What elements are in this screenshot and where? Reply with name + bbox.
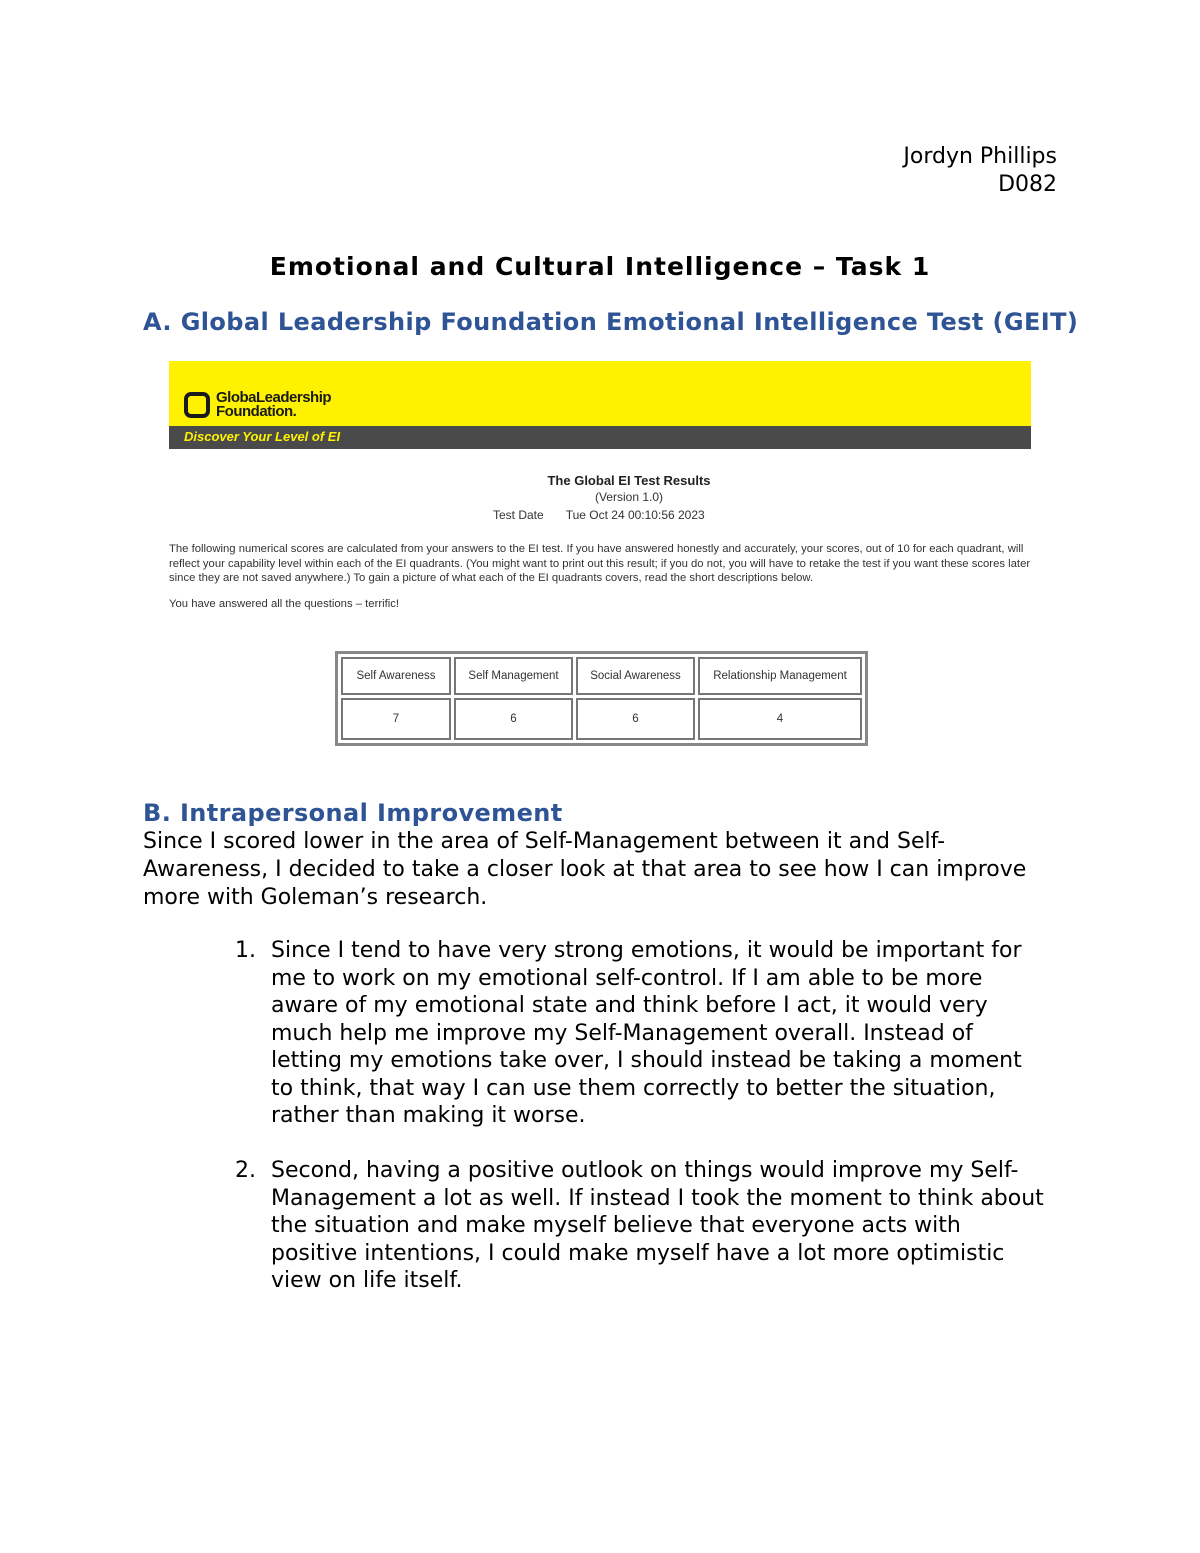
score-value-row: [341, 698, 862, 740]
score-value-cell: 7: [341, 698, 451, 740]
score-value-cell: 6: [576, 698, 695, 740]
geit-date-label: Test Date: [493, 508, 544, 522]
section-b-heading: B. Intrapersonal Improvement: [143, 799, 563, 827]
score-value-cell: 6: [454, 698, 573, 740]
geit-completion-note: You have answered all the questions – terrific!: [169, 598, 400, 610]
list-item: [235, 1157, 1046, 1295]
score-header-cell: Self Awareness: [341, 657, 451, 695]
glf-logo-text: GlobaLeadership Foundation.: [216, 389, 332, 420]
section-a-heading: A. Global Leadership Foundation Emotional Intelligence Test (GEIT): [143, 308, 1079, 336]
geit-date-value: Tue Oct 24 00:10:56 2023: [565, 508, 705, 522]
score-header-cell: Social Awareness: [576, 657, 695, 695]
score-header-row: [341, 657, 862, 695]
list-item: [235, 937, 1046, 1130]
geit-test-date: [493, 508, 727, 522]
geit-description: The following numerical scores are calculated from your answers to the EI test. If you have answered honestly and accurately, your scores, out of 10 for each quadrant, will reflect your capability level within each of the EI quadrants. (You might want to print out this result; if you do not, you will have to retake the test if you want these scores later since they are not saved anywhere.) To gain a picture of what each of the EI quadrants covers, read the short descriptions below.: [169, 543, 1031, 584]
score-value-cell: 4: [698, 698, 862, 740]
document-title: Emotional and Cultural Intelligence – Task 1: [269, 252, 931, 281]
geit-results-screenshot: [169, 361, 1031, 747]
geit-banner: [169, 361, 1031, 426]
list-item-number: 2.: [235, 1158, 256, 1183]
geit-score-table: [335, 651, 868, 746]
geit-results-title: The Global EI Test Results: [547, 473, 711, 488]
score-header-cell: Self Management: [454, 657, 573, 695]
list-item-text: Since I tend to have very strong emotions, it would be important for me to work on my emotional self-control. If I am able to be more aware of my emotional state and think before I act, it would very much help me improve my Self-Management overall. Instead of letting my emotions take over, I should instead be taking a moment to think, that way I can use them correctly to better the situation, rather than making it worse.: [271, 938, 1022, 1128]
glf-logo: [184, 391, 331, 419]
geit-tagline-bar: [169, 426, 1031, 449]
list-item-number: 1.: [235, 938, 256, 963]
score-header-cell: Relationship Management: [698, 657, 862, 695]
document-header: [903, 143, 1057, 199]
list-item-text: Second, having a positive outlook on things would improve my Self-Management a lot as well. If instead I took the moment to think about the situation and make myself believe that everyone acts with positive intentions, I could make myself have a lot more optimistic view on life itself.: [271, 1158, 1044, 1293]
section-b-intro: Since I scored lower in the area of Self-Management between it and Self-Awareness, I decided to take a closer look at that area to see how I can improve more with Goleman’s research.: [143, 829, 1027, 910]
course-code: D082: [998, 172, 1057, 197]
glf-logo-icon: [184, 392, 210, 418]
geit-tagline: Discover Your Level of EI: [184, 429, 341, 444]
author-name: Jordyn Phillips: [903, 144, 1057, 169]
geit-version: (Version 1.0): [594, 490, 664, 504]
